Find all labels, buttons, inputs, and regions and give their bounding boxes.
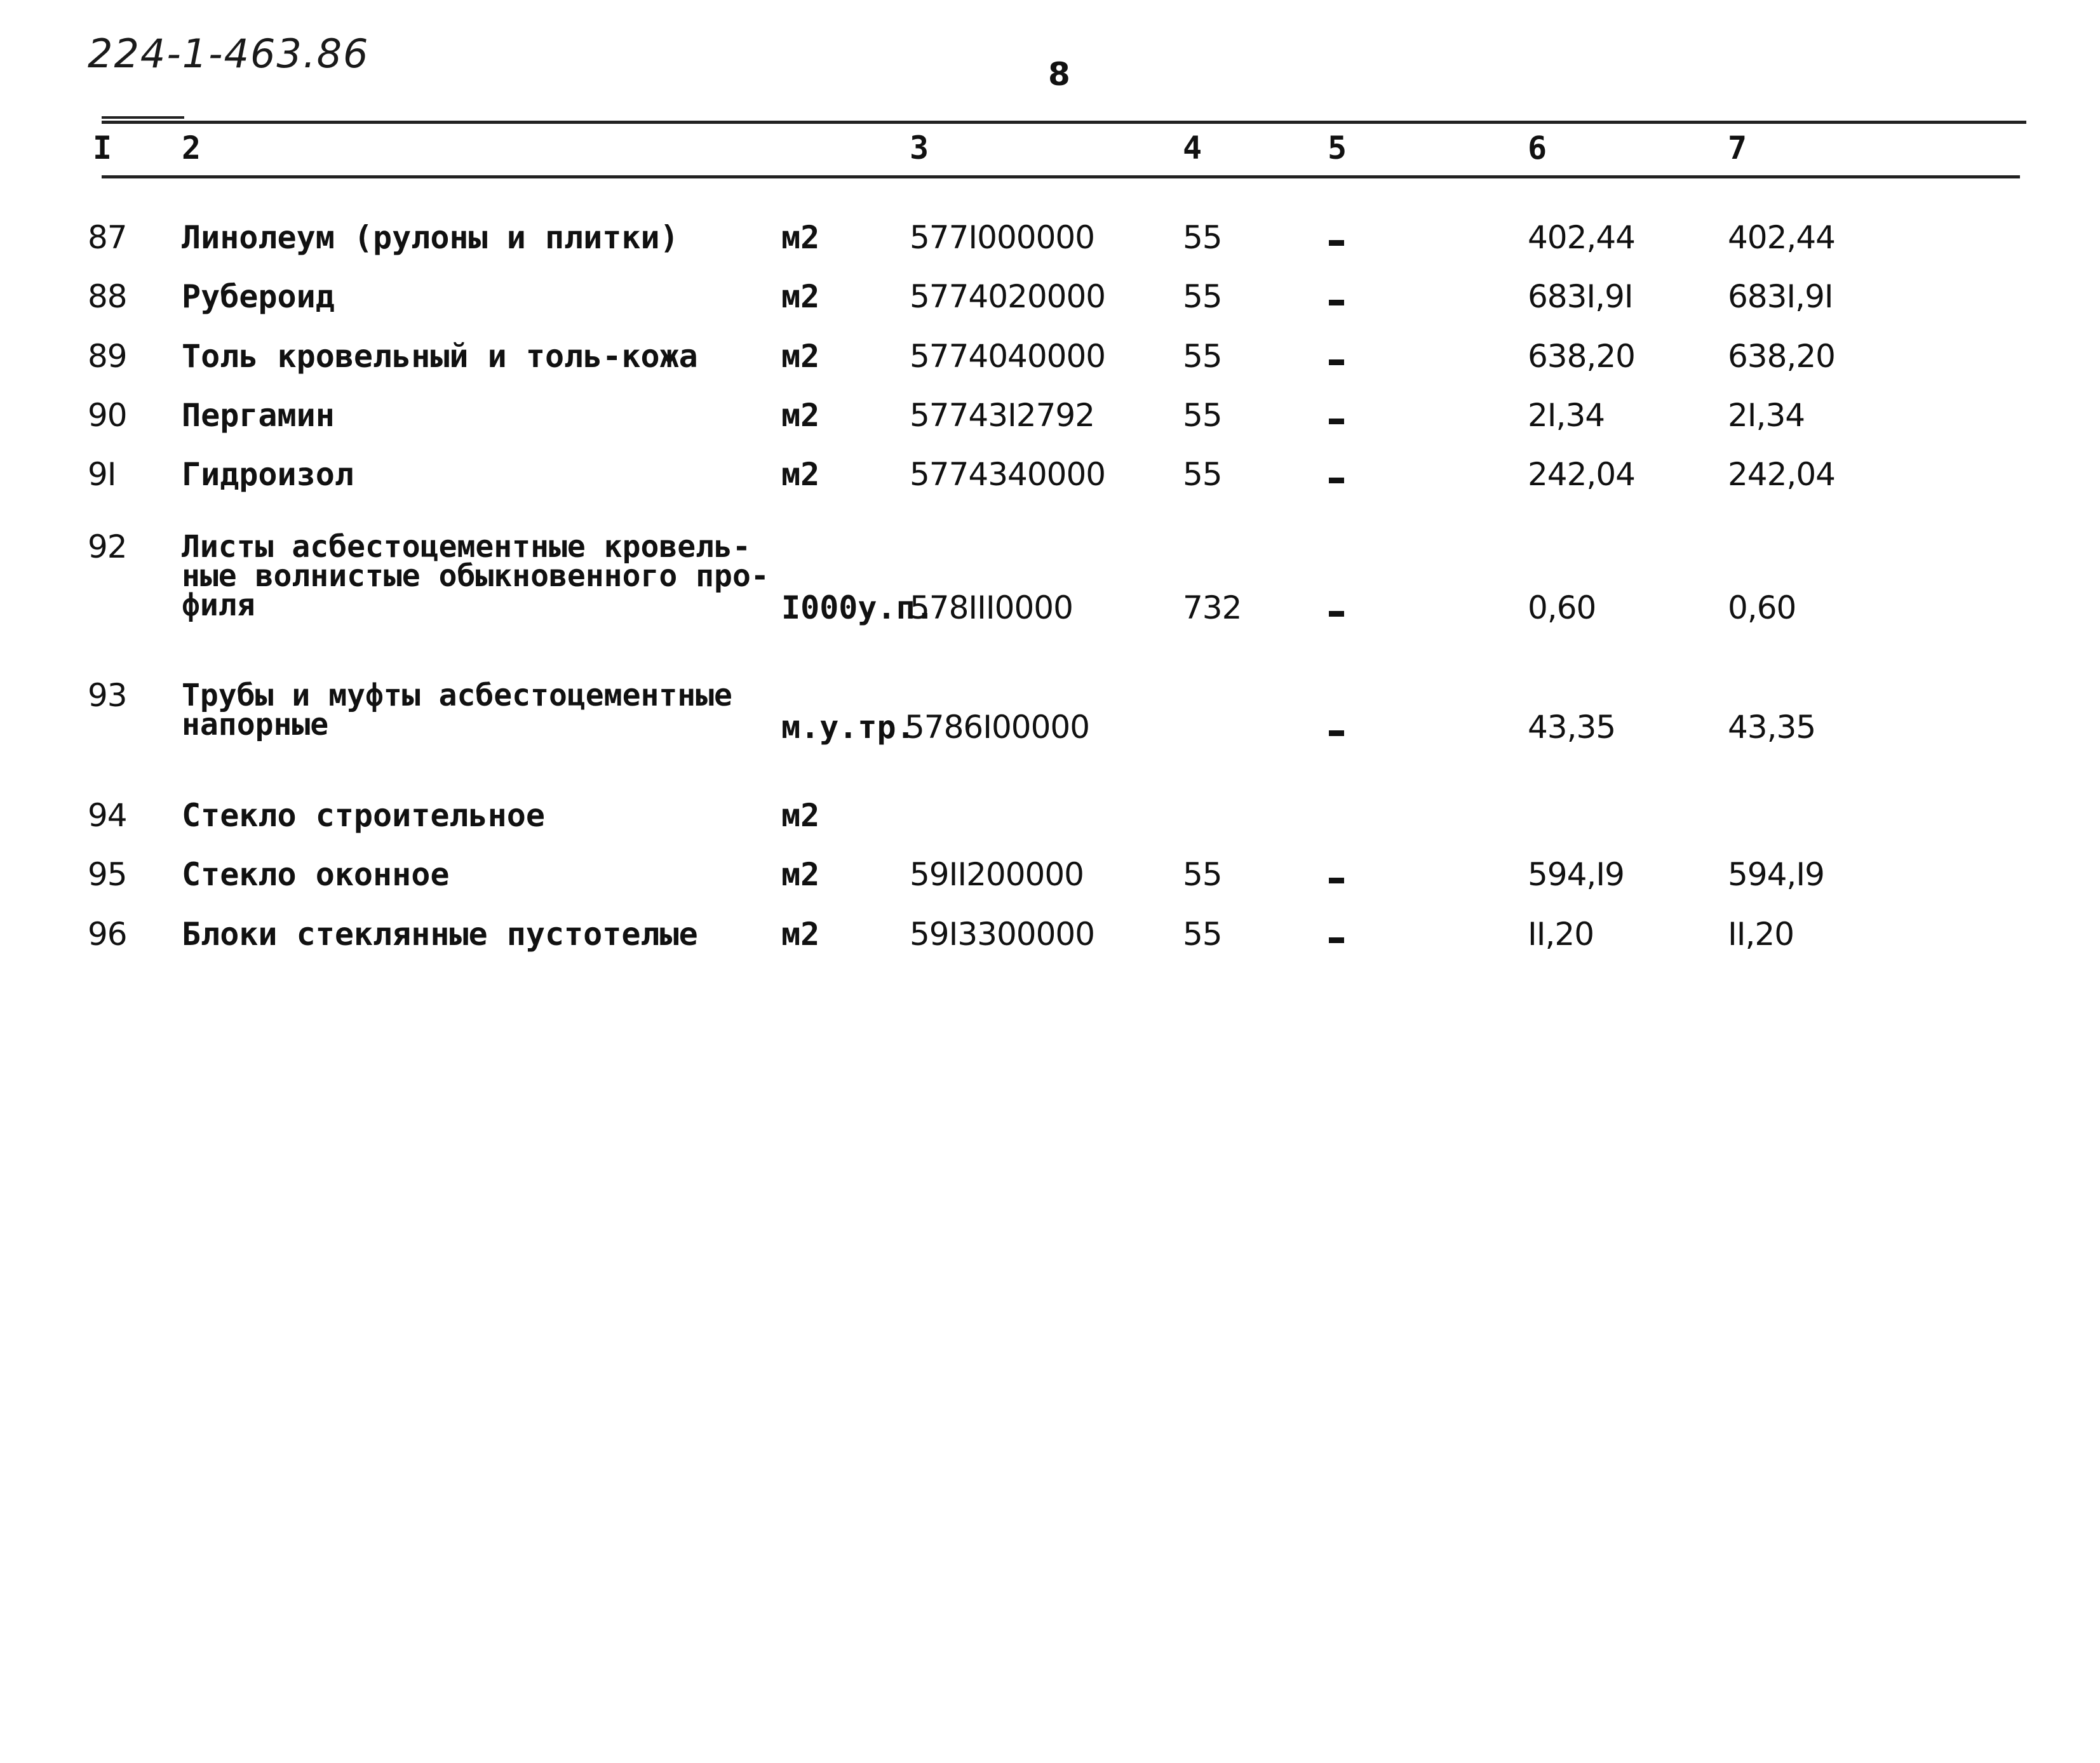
header-col-2: 2 xyxy=(182,130,201,166)
product-code: 5786I00000 xyxy=(905,709,1090,746)
col-5-dash xyxy=(1329,611,1344,617)
unit: м2 xyxy=(781,916,820,953)
col-4-value: 55 xyxy=(1183,856,1222,893)
col-7-value: II,20 xyxy=(1728,916,1794,953)
col-6-value: II,20 xyxy=(1528,916,1594,953)
product-code: 59II200000 xyxy=(910,856,1084,893)
col-4-value: 55 xyxy=(1183,338,1222,375)
col-7-value: 402,44 xyxy=(1728,219,1835,256)
col-4-value: 732 xyxy=(1183,589,1242,626)
header-col-3: 3 xyxy=(910,130,929,166)
col-6-value: 2I,34 xyxy=(1528,397,1605,434)
col-5-dash xyxy=(1329,478,1344,483)
row-number: 90 xyxy=(88,397,127,434)
product-code: 59I3300000 xyxy=(910,916,1095,953)
header-col-5: 5 xyxy=(1328,130,1347,166)
row-number: 87 xyxy=(88,219,127,256)
item-name: Стекло строительное xyxy=(182,797,545,834)
unit: м2 xyxy=(781,797,820,834)
product-code: 5774020000 xyxy=(910,278,1106,315)
item-name: Рубероид xyxy=(182,278,335,315)
product-code: 5774340000 xyxy=(910,456,1106,493)
document-code: 224-1-463.86 xyxy=(88,30,370,77)
col-6-value: 683I,9I xyxy=(1528,278,1633,315)
header-col-1: I xyxy=(93,130,112,166)
row-number: 88 xyxy=(88,278,127,315)
top-rule-short xyxy=(102,116,184,119)
header-col-6: 6 xyxy=(1528,130,1547,166)
top-rule xyxy=(102,121,2026,124)
col-7-value: 638,20 xyxy=(1728,338,1835,375)
col-6-value: 43,35 xyxy=(1528,709,1616,746)
product-code: 57743I2792 xyxy=(910,397,1095,434)
col-5-dash xyxy=(1329,730,1344,736)
item-name: Толь кровельный и толь-кожа xyxy=(182,338,698,375)
item-name: Трубы и муфты асбестоцементные напорные xyxy=(182,678,732,742)
unit: м.у.тр. xyxy=(781,709,915,746)
page-number: 8 xyxy=(1048,56,1070,93)
row-number: 95 xyxy=(88,856,127,893)
col-6-value: 242,04 xyxy=(1528,456,1635,493)
col-7-value: 43,35 xyxy=(1728,709,1816,746)
row-number: 94 xyxy=(88,797,127,834)
product-code: 578III0000 xyxy=(910,589,1073,626)
row-number: 92 xyxy=(88,528,127,565)
item-name: Гидроизол xyxy=(182,456,354,493)
col-7-value: 594,I9 xyxy=(1728,856,1824,893)
unit: м2 xyxy=(781,278,820,315)
product-code: 577I000000 xyxy=(910,219,1095,256)
col-7-value: 0,60 xyxy=(1728,589,1796,626)
unit: м2 xyxy=(781,338,820,375)
col-4-value: 55 xyxy=(1183,278,1222,315)
row-number: 96 xyxy=(88,916,127,953)
col-6-value: 0,60 xyxy=(1528,589,1596,626)
row-number: 93 xyxy=(88,677,127,714)
col-4-value: 55 xyxy=(1183,456,1222,493)
item-name: Пергамин xyxy=(182,397,335,434)
unit: м2 xyxy=(781,456,820,493)
col-4-value: 55 xyxy=(1183,219,1222,256)
product-code: 5774040000 xyxy=(910,338,1106,375)
unit: м2 xyxy=(781,219,820,256)
unit: м2 xyxy=(781,397,820,434)
col-4-value: 55 xyxy=(1183,916,1222,953)
col-5-dash xyxy=(1329,937,1344,943)
row-number: 89 xyxy=(88,338,127,375)
row-number: 9I xyxy=(88,456,116,493)
col-6-value: 638,20 xyxy=(1528,338,1635,375)
unit: м2 xyxy=(781,856,820,893)
col-4-value: 55 xyxy=(1183,397,1222,434)
col-7-value: 683I,9I xyxy=(1728,278,1833,315)
header-rule xyxy=(102,175,2020,178)
header-col-4: 4 xyxy=(1183,130,1202,166)
col-6-value: 594,I9 xyxy=(1528,856,1624,893)
item-name: Блоки стеклянные пустотелые xyxy=(182,916,698,953)
col-5-dash xyxy=(1329,240,1344,246)
col-5-dash xyxy=(1329,419,1344,424)
item-name: Листы асбестоцементные кровель- ные волнистые обыкновенного про- филя xyxy=(182,529,769,623)
col-7-value: 242,04 xyxy=(1728,456,1835,493)
col-7-value: 2I,34 xyxy=(1728,397,1805,434)
col-5-dash xyxy=(1329,878,1344,883)
col-5-dash xyxy=(1329,300,1344,305)
col-6-value: 402,44 xyxy=(1528,219,1635,256)
item-name: Стекло оконное xyxy=(182,856,450,893)
item-name: Линолеум (рулоны и плитки) xyxy=(182,219,679,256)
header-col-7: 7 xyxy=(1728,130,1747,166)
col-5-dash xyxy=(1329,359,1344,365)
unit: I000у.п. xyxy=(781,589,934,626)
